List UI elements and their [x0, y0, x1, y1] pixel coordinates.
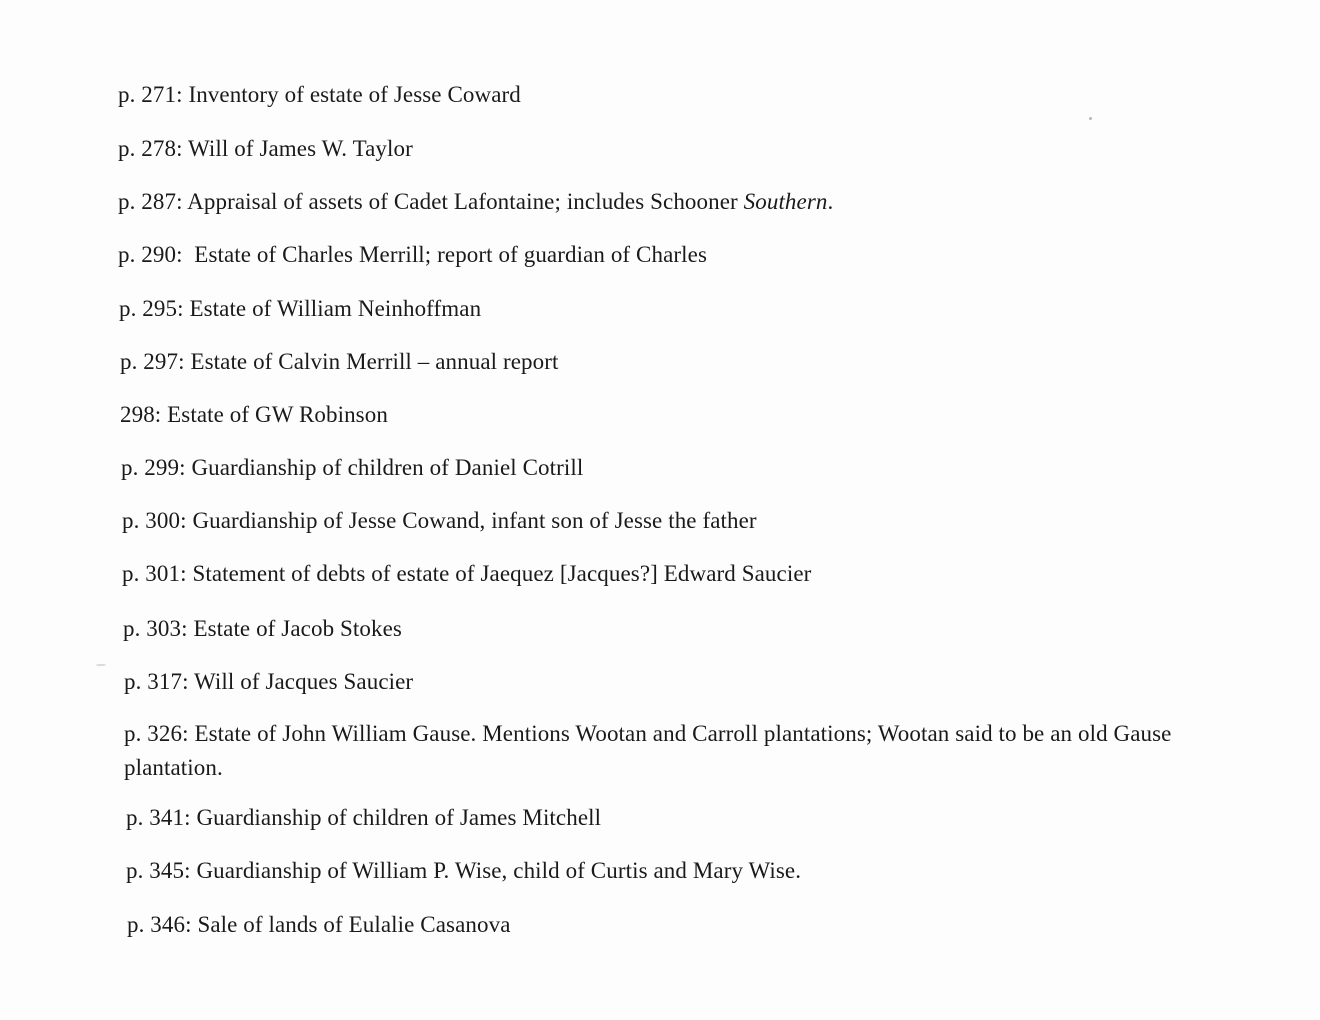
entry-p271: p. 271: Inventory of estate of Jesse Coward: [118, 82, 521, 107]
entry-p297: p. 297: Estate of Calvin Merrill – annual report: [120, 349, 559, 374]
entry-p326: p. 326: Estate of John William Gause. Mentions Wootan and Carroll plantations; Wootan said to be an old Gause plantation.: [124, 721, 1172, 780]
entry-p278: p. 278: Will of James W. Taylor: [118, 136, 413, 161]
entry-p300: p. 300: Guardianship of Jesse Cowand, infant son of Jesse the father: [122, 508, 757, 533]
entry-298: 298: Estate of GW Robinson: [120, 402, 388, 427]
entry-p299: p. 299: Guardianship of children of Daniel Cotrill: [121, 455, 584, 480]
entry-p287: [118, 185, 833, 219]
entry-p341: p. 341: Guardianship of children of James Mitchell: [126, 805, 602, 830]
entry-p345: p. 345: Guardianship of William P. Wise, child of Curtis and Mary Wise.: [126, 858, 802, 883]
entry-p301: p. 301: Statement of debts of estate of Jaequez [Jacques?] Edward Saucier: [122, 561, 812, 586]
entry-p303: p. 303: Estate of Jacob Stokes: [123, 616, 402, 641]
entry-p290: p. 290: Estate of Charles Merrill; report of guardian of Charles: [118, 242, 708, 267]
entry-p287-schooner-name: Southern: [743, 189, 828, 214]
entry-p317: p. 317: Will of Jacques Saucier: [124, 669, 414, 694]
scan-speck: [1089, 117, 1092, 120]
entry-p346: p. 346: Sale of lands of Eulalie Casanova: [127, 912, 511, 937]
entry-p295: p. 295: Estate of William Neinhoffman: [119, 296, 482, 321]
scan-speck: [96, 664, 106, 666]
entry-p287-text: p. 287: Appraisal of assets of Cadet Lafontaine; includes Schooner: [118, 189, 744, 214]
entry-p287-suffix: .: [827, 189, 834, 214]
